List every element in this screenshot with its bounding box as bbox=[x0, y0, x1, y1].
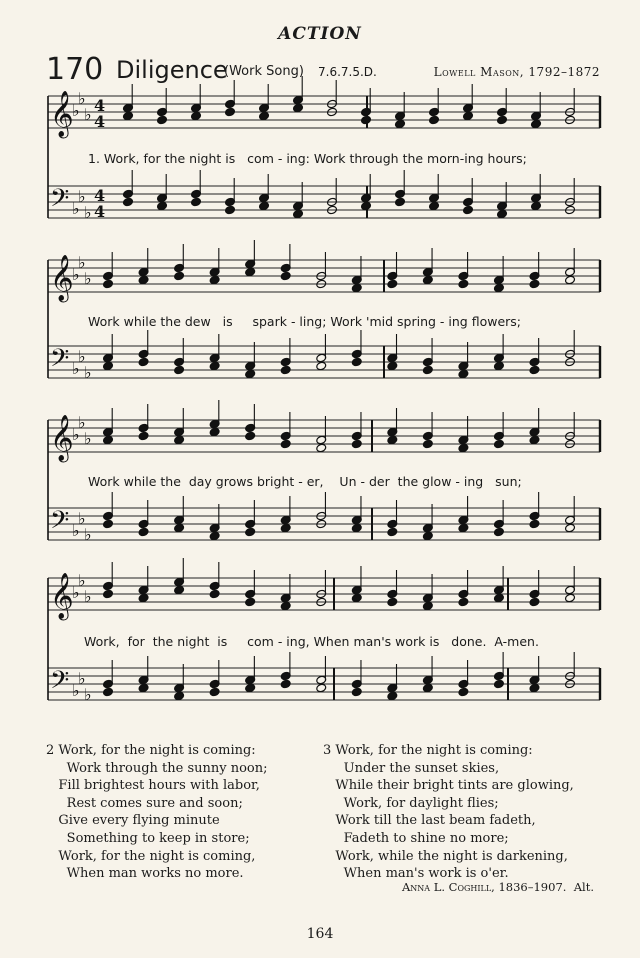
author-credit bbox=[402, 880, 594, 894]
treble-clef-icon: 𝄞 bbox=[50, 573, 74, 619]
treble-notehead bbox=[429, 115, 440, 125]
treble-notehead bbox=[209, 589, 220, 599]
treble-notehead bbox=[458, 597, 469, 607]
flat-icon: ♭ bbox=[84, 105, 92, 124]
flat-icon: ♭ bbox=[84, 587, 92, 606]
hymn-number: 170 bbox=[46, 52, 104, 87]
bass-clef-icon: 𝄢 bbox=[50, 506, 70, 541]
bass-notehead bbox=[191, 197, 202, 207]
treble-notehead bbox=[351, 593, 362, 603]
bass-notehead bbox=[103, 687, 114, 697]
treble-notehead bbox=[174, 435, 185, 445]
treble-notehead bbox=[529, 279, 540, 289]
time-sig-bottom: 4 bbox=[94, 112, 106, 131]
flat-icon: ♭ bbox=[84, 429, 92, 448]
bass-notehead bbox=[245, 369, 256, 379]
lyric-line-3: Work while the day grows bright - er, Un - der the glow - ing sun; bbox=[88, 474, 522, 489]
treble-notehead bbox=[245, 597, 256, 607]
hymn-meter: 7.6.7.5.D. bbox=[318, 65, 377, 79]
treble-notehead bbox=[174, 271, 185, 281]
time-sig-bottom: 4 bbox=[94, 202, 106, 221]
treble-notehead bbox=[280, 601, 291, 611]
bass-notehead bbox=[245, 683, 256, 693]
author-name: Anna L. Coghill, 1836–1907. bbox=[401, 880, 567, 894]
bass-notehead bbox=[351, 523, 362, 533]
flat-icon: ♭ bbox=[84, 363, 92, 382]
bass-notehead bbox=[209, 531, 220, 541]
treble-notehead bbox=[191, 111, 202, 121]
verse-line: Under the sunset skies, bbox=[323, 760, 500, 776]
bass-notehead bbox=[422, 531, 433, 541]
verse-line: Fadeth to shine no more; bbox=[323, 830, 509, 846]
treble-notehead bbox=[351, 283, 362, 293]
bass-notehead bbox=[280, 523, 291, 533]
flat-icon: ♭ bbox=[72, 101, 80, 120]
treble-notehead bbox=[209, 427, 220, 437]
verse-line: 2 Work, for the night is coming: bbox=[46, 743, 256, 758]
bass-notehead bbox=[293, 209, 304, 219]
time-sig-top: 4 bbox=[94, 96, 106, 115]
flat-icon: ♭ bbox=[72, 359, 80, 378]
bass-notehead bbox=[174, 523, 185, 533]
treble-notehead bbox=[245, 431, 256, 441]
bass-notehead bbox=[493, 679, 504, 689]
treble-notehead bbox=[458, 279, 469, 289]
bass-notehead bbox=[458, 369, 469, 379]
verse-3 bbox=[323, 742, 574, 883]
treble-notehead bbox=[493, 283, 504, 293]
treble-notehead bbox=[493, 439, 504, 449]
treble-notehead bbox=[529, 435, 540, 445]
verse-line: Work, for daylight flies; bbox=[323, 795, 499, 811]
treble-notehead bbox=[280, 271, 291, 281]
bass-clef-icon: 𝄢 bbox=[50, 666, 70, 701]
treble-clef-icon: 𝄞 bbox=[50, 255, 74, 301]
treble-notehead bbox=[529, 597, 540, 607]
treble-notehead bbox=[225, 107, 236, 117]
bass-notehead bbox=[351, 357, 362, 367]
treble-notehead bbox=[497, 115, 508, 125]
flat-icon: ♭ bbox=[84, 269, 92, 288]
time-sig-top: 4 bbox=[94, 186, 106, 205]
lyric-line-2: Work while the dew is spark - ling; Work 'mid spring - ing flowers; bbox=[88, 314, 522, 329]
treble-notehead bbox=[138, 275, 149, 285]
treble-notehead bbox=[458, 443, 469, 453]
bass-notehead bbox=[280, 365, 291, 375]
treble-clef-icon: 𝄞 bbox=[50, 415, 74, 461]
bass-notehead bbox=[497, 209, 508, 219]
treble-notehead bbox=[123, 111, 134, 121]
hymn-composer: Lowell Mason, 1792–1872 bbox=[433, 65, 600, 79]
bass-notehead bbox=[529, 365, 540, 375]
bass-notehead bbox=[422, 365, 433, 375]
flat-icon: ♭ bbox=[78, 571, 86, 590]
bass-notehead bbox=[493, 361, 504, 371]
bass-notehead bbox=[259, 201, 270, 211]
treble-notehead bbox=[316, 443, 327, 453]
treble-notehead bbox=[387, 597, 398, 607]
bass-notehead bbox=[387, 361, 398, 371]
bass-notehead bbox=[361, 201, 372, 211]
treble-notehead bbox=[174, 585, 185, 595]
flat-icon: ♭ bbox=[72, 583, 80, 602]
treble-notehead bbox=[361, 115, 372, 125]
bass-notehead bbox=[493, 527, 504, 537]
treble-notehead bbox=[422, 601, 433, 611]
bass-notehead bbox=[395, 197, 406, 207]
treble-notehead bbox=[245, 267, 256, 277]
bass-notehead bbox=[174, 365, 185, 375]
author-note: Alt. bbox=[573, 880, 594, 894]
bass-clef-icon: 𝄢 bbox=[50, 184, 70, 219]
flat-icon: ♭ bbox=[78, 669, 86, 688]
bass-clef-icon: 𝄢 bbox=[50, 344, 70, 379]
treble-notehead bbox=[103, 279, 114, 289]
flat-icon: ♭ bbox=[78, 347, 86, 366]
treble-notehead bbox=[103, 589, 114, 599]
bass-notehead bbox=[280, 679, 291, 689]
bass-notehead bbox=[422, 683, 433, 693]
treble-notehead bbox=[138, 431, 149, 441]
flat-icon: ♭ bbox=[78, 253, 86, 272]
bass-notehead bbox=[138, 683, 149, 693]
bass-notehead bbox=[565, 523, 576, 533]
bass-notehead bbox=[138, 357, 149, 367]
treble-notehead bbox=[138, 593, 149, 603]
bass-notehead bbox=[174, 691, 185, 701]
bass-notehead bbox=[387, 691, 398, 701]
treble-notehead bbox=[209, 275, 220, 285]
treble-notehead bbox=[259, 111, 270, 121]
flat-icon: ♭ bbox=[78, 509, 86, 528]
treble-notehead bbox=[422, 275, 433, 285]
verse-line: Give every flying minute bbox=[46, 813, 220, 829]
flat-icon: ♭ bbox=[84, 685, 92, 704]
bass-notehead bbox=[103, 519, 114, 529]
verse-line: When man's work is o'er. bbox=[323, 866, 509, 882]
verse-line: Work, while the night is darkening, bbox=[323, 848, 568, 864]
bass-notehead bbox=[225, 205, 236, 215]
bass-notehead bbox=[458, 523, 469, 533]
bass-notehead bbox=[351, 687, 362, 697]
flat-icon: ♭ bbox=[72, 199, 80, 218]
bass-notehead bbox=[316, 361, 327, 371]
treble-notehead bbox=[463, 111, 474, 121]
bass-notehead bbox=[429, 201, 440, 211]
treble-notehead bbox=[293, 103, 304, 113]
verse-line: Work till the last beam fadeth, bbox=[323, 813, 536, 829]
flat-icon: ♭ bbox=[84, 525, 92, 544]
bass-notehead bbox=[209, 361, 220, 371]
bass-notehead bbox=[529, 683, 540, 693]
treble-clef-icon: 𝄞 bbox=[50, 91, 74, 137]
bass-notehead bbox=[138, 527, 149, 537]
treble-notehead bbox=[565, 593, 576, 603]
treble-notehead bbox=[422, 439, 433, 449]
treble-notehead bbox=[531, 119, 542, 129]
verse-line: Fill brightest hours with labor, bbox=[46, 778, 260, 794]
bass-notehead bbox=[316, 683, 327, 693]
flat-icon: ♭ bbox=[78, 413, 86, 432]
verse-line: When man works no more. bbox=[46, 866, 244, 882]
page-number: 164 bbox=[306, 926, 334, 942]
treble-notehead bbox=[387, 435, 398, 445]
treble-notehead bbox=[351, 439, 362, 449]
bass-notehead bbox=[157, 201, 168, 211]
flat-icon: ♭ bbox=[72, 425, 80, 444]
treble-notehead bbox=[565, 275, 576, 285]
treble-notehead bbox=[280, 439, 291, 449]
section-heading: ACTION bbox=[278, 24, 362, 44]
bass-notehead bbox=[463, 205, 474, 215]
bass-notehead bbox=[531, 201, 542, 211]
treble-notehead bbox=[103, 435, 114, 445]
verse-line: 3 Work, for the night is coming: bbox=[323, 743, 533, 758]
hymn-subtitle: (Work Song) bbox=[224, 64, 304, 79]
treble-notehead bbox=[157, 115, 168, 125]
bass-notehead bbox=[245, 527, 256, 537]
bass-notehead bbox=[209, 687, 220, 697]
bass-notehead bbox=[387, 527, 398, 537]
flat-icon: ♭ bbox=[72, 521, 80, 540]
treble-notehead bbox=[395, 119, 406, 129]
flat-icon: ♭ bbox=[84, 203, 92, 222]
bass-notehead bbox=[529, 519, 540, 529]
hymn-title: Diligence bbox=[116, 56, 228, 84]
flat-icon: ♭ bbox=[78, 89, 86, 108]
flat-icon: ♭ bbox=[72, 681, 80, 700]
lyric-line-4: Work, for the night is com - ing, When man's work is done. A-men. bbox=[84, 634, 539, 649]
verse-line: Rest comes sure and soon; bbox=[46, 795, 243, 811]
bass-notehead bbox=[458, 687, 469, 697]
verse-line: Work, for the night is coming, bbox=[46, 848, 256, 864]
treble-notehead bbox=[387, 279, 398, 289]
verse-line: Something to keep in store; bbox=[46, 830, 250, 846]
bass-notehead bbox=[103, 361, 114, 371]
bass-notehead bbox=[123, 197, 134, 207]
lyric-line-1: 1. Work, for the night is com - ing: Work through the morn-ing hours; bbox=[88, 151, 527, 166]
verse-line: While their bright tints are glowing, bbox=[323, 778, 574, 794]
flat-icon: ♭ bbox=[72, 265, 80, 284]
flat-icon: ♭ bbox=[78, 187, 86, 206]
treble-notehead bbox=[493, 593, 504, 603]
verse-line: Work through the sunny noon; bbox=[46, 760, 268, 776]
verse-2 bbox=[46, 742, 268, 883]
